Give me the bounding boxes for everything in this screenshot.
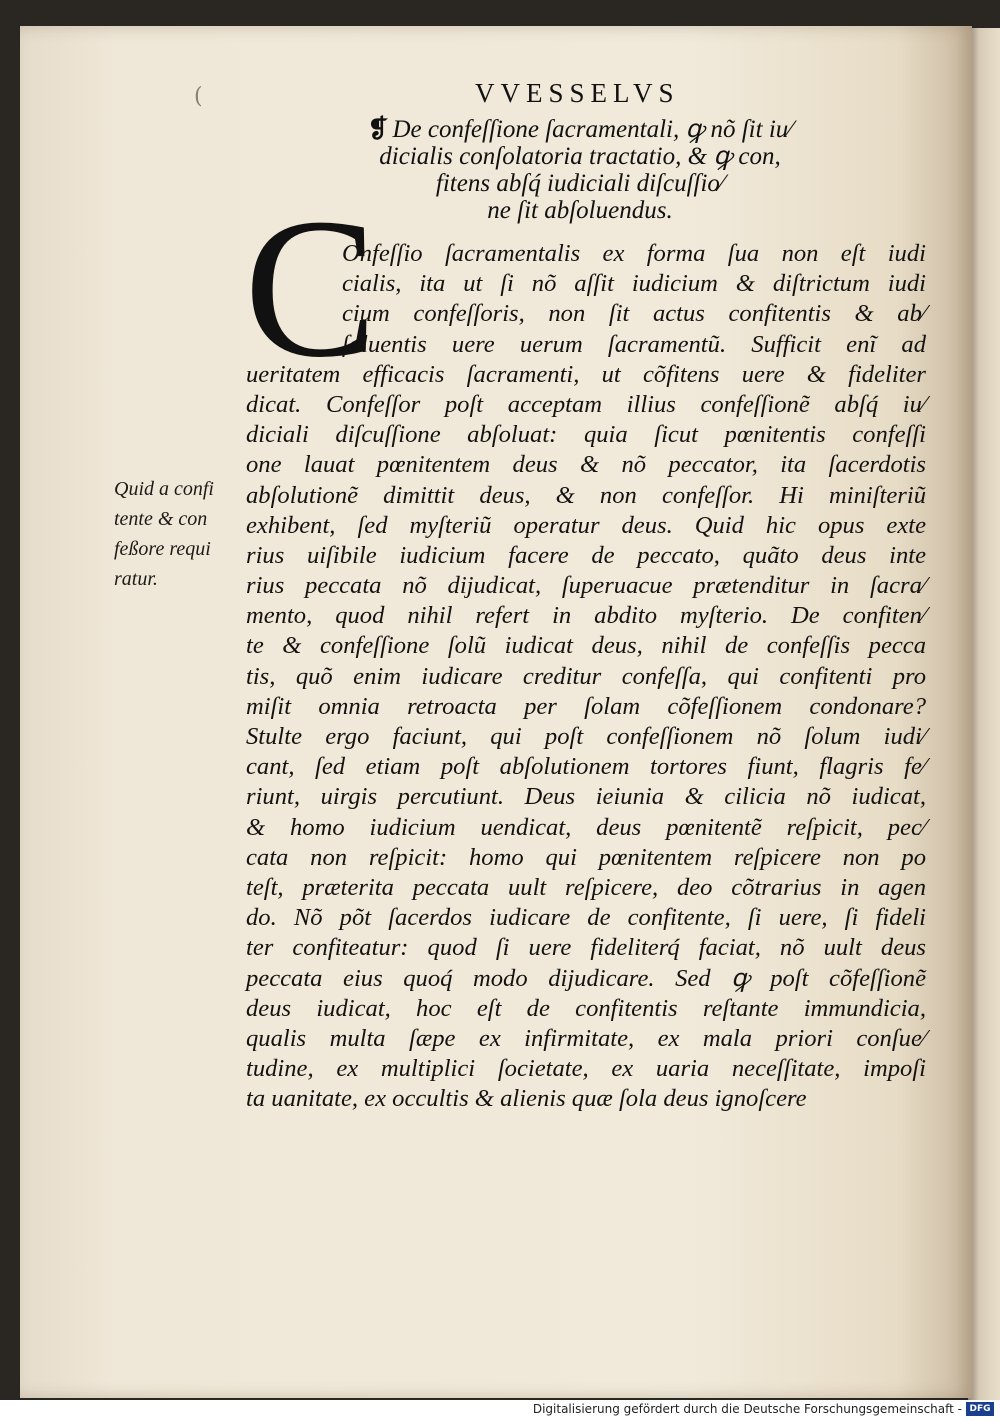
text-line: te & confeſſione ſolũ iudicat deus, nihil de confeſſis pecca: [246, 632, 926, 660]
text-line: ſoluentis uere uerum ſacramentũ. Sufficit enĩ ad: [342, 330, 926, 358]
heading-line-4: ne ſit abſoluendus.: [487, 197, 673, 224]
text-line: ta uanitate, ex occultis & alienis quæ ſola deus ignoſcere: [246, 1085, 807, 1113]
text-line: ueritatem efficacis ſacramenti, ut cõfitens uere & fideliter: [246, 360, 926, 388]
text-line: diciali diſcuſſione abſoluat: quia ſicut pœnitentis confeſſi: [246, 421, 926, 449]
text-line: cata non reſpicit: homo qui pœnitentem reſpicere non po: [246, 843, 926, 871]
text-line: cant, ſed etiam poſt abſolutionem tortores fiunt, flagris fe⁄: [246, 753, 926, 781]
marginal-note: [114, 474, 232, 594]
text-line: peccata eius quoq́ modo dijudicare. Sed ꝙ poſt cõfeſſionẽ: [246, 964, 926, 992]
text-line: teſt, præterita peccata uult reſpicere, deo cõtrarius in agen: [246, 873, 926, 901]
marginal-note-line: tente & con: [114, 508, 208, 530]
pilcrow-icon: ❡: [367, 116, 389, 143]
drop-cap-initial: C: [244, 178, 378, 399]
heading-line-2: dicialis conſolatoria tractatio, & ꝙ con,: [379, 143, 781, 170]
text-line: exhibent, ſed myſteriũ operatur deus. Quid hic opus exte: [246, 511, 926, 539]
text-line: do. Nõ põt ſacerdos iudicare de confitente, ſi uere, ſi fideli: [246, 904, 926, 932]
marginal-note-line: ratur.: [114, 568, 158, 590]
text-line: & homo iudicium uendicat, deus pœnitentẽ reſpicit, pec⁄: [246, 813, 926, 841]
marginal-note-line: Quid a confi: [114, 478, 214, 500]
footer-credit: Digitalisierung gefördert durch die Deutsche Forschungsgemeinschaft -: [532, 1402, 962, 1416]
marginal-note-line: feßore requi: [114, 538, 211, 560]
chapter-heading: [320, 116, 840, 224]
text-line: miſit omnia retroacta per ſolam cõfeſſionem condonare?: [246, 692, 926, 720]
footer-bar: [0, 1400, 1000, 1421]
adjacent-page-edge: [968, 28, 1000, 1400]
text-line: Onfeſſio ſacramentalis ex forma ſua non eſt iudi: [342, 240, 926, 267]
text-line: cialis, ita ut ſi nõ aſſit iudicium & diſtrictum iudi: [342, 270, 926, 298]
text-line: rius uiſibile iudicium facere de peccato, quãto deus inte: [246, 541, 926, 569]
running-head: VVESSELVS: [475, 78, 680, 108]
heading-line-3: fitens abſq́ iudiciali diſcuſſio⁄: [435, 170, 725, 197]
dfg-logo: DFG: [966, 1402, 994, 1416]
scanned-page: [20, 26, 972, 1398]
text-line: dicat. Confeſſor poſt acceptam illius confeſſionẽ abſq́ iu⁄: [246, 390, 926, 418]
body-text: [246, 239, 926, 1114]
text-line: rius peccata nõ dijudicat, ſuperuacue prætenditur in ſacra⁄: [246, 572, 926, 600]
text-line: Stulte ergo faciunt, qui poſt confeſſionem nõ ſolum iudi⁄: [246, 723, 926, 750]
heading-line-1: ❡ De confeſſione ſacramentali, ꝙ nõ ſit iu⁄: [367, 116, 793, 143]
text-line: one lauat pœnitentem deus & nõ peccator, ita ſacerdotis: [246, 451, 926, 479]
text-line: cium confeſſoris, non ſit actus confitentis & ab⁄: [342, 300, 926, 328]
text-line: ter confiteatur: quod ſi uere fideliterq́ faciat, nõ uult deus: [246, 934, 926, 962]
text-line: riunt, uirgis percutiunt. Deus ieiunia & cilicia nõ iudicat,: [246, 783, 926, 811]
text-line: tudine, ex multiplici ſocietate, ex uaria neceſſitate, impoſi: [246, 1055, 926, 1083]
text-line: deus iudicat, hoc eſt de confitentis reſtante immundicia,: [246, 994, 926, 1022]
margin-mark: (: [194, 84, 203, 109]
text-line: qualis multa ſæpe ex infirmitate, ex mala priori conſue⁄: [246, 1024, 926, 1052]
text-line: tis, quõ enim iudicare creditur confeſſa, qui confitenti pro: [246, 662, 926, 690]
text-line: abſolutionẽ dimittit deus, & non confeſſor. Hi miniſteriũ: [246, 481, 926, 509]
text-line: mento, quod nihil refert in abdito myſterio. De confiten⁄: [246, 602, 926, 630]
